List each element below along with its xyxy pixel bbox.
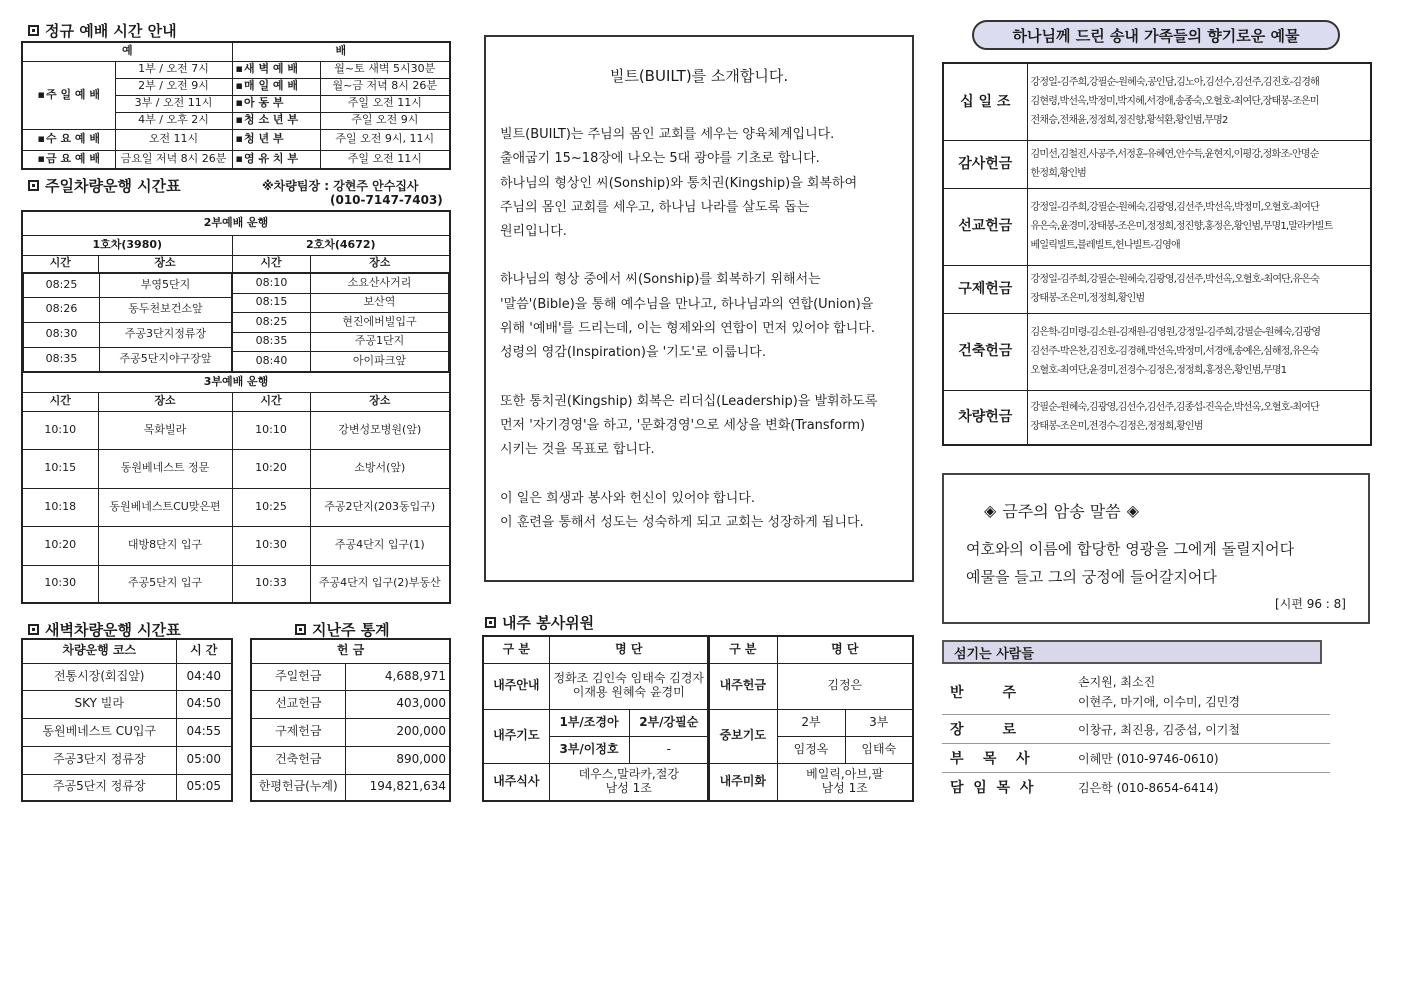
col-time: 시간 bbox=[232, 392, 310, 411]
dawn-col-course: 차량운행 코스 bbox=[22, 639, 176, 663]
car1-place: 동두천보건소앞 bbox=[100, 297, 232, 322]
col-div: 구 분 bbox=[483, 636, 549, 663]
sunday-label: ▪ 주 일 예 배 bbox=[22, 61, 115, 129]
staff-list bbox=[942, 670, 1330, 801]
built-paragraph bbox=[500, 487, 906, 536]
built-paragraph bbox=[500, 268, 906, 365]
dawn-time: 05:00 bbox=[176, 746, 232, 774]
offering-label: 구제헌금 bbox=[943, 265, 1027, 313]
offerings-table bbox=[942, 62, 1372, 446]
clean-label: 내주미화 bbox=[708, 763, 777, 801]
staff-row bbox=[942, 715, 1330, 744]
staff-row bbox=[942, 670, 1330, 715]
s3-place: 주공5단지 입구 bbox=[98, 565, 232, 603]
service3-title: 3부예배 운행 bbox=[22, 372, 450, 392]
stats-label: 한평헌금(누계) bbox=[251, 774, 345, 801]
meal-label: 내주식사 bbox=[483, 763, 549, 801]
car2-time: 08:35 bbox=[233, 332, 311, 351]
dawn-title-wrap bbox=[28, 619, 181, 640]
built-box bbox=[484, 35, 914, 582]
sunday-time: 1부 / 오전 7시 bbox=[115, 61, 232, 78]
s3-place: 강변성모병원(앞) bbox=[310, 411, 450, 449]
fri-time: 금요일 저녁 8시 26분 bbox=[115, 150, 232, 169]
dawn-table bbox=[21, 638, 233, 802]
service-label: ▪ 새 벽 예 배 bbox=[232, 61, 320, 78]
diamond-icon: ◈ bbox=[984, 501, 997, 520]
memory-line: 예물을 들고 그의 궁정에 들어갈지어다 bbox=[966, 568, 1217, 586]
staff-names: 이창규, 최진용, 김중섭, 이기철 bbox=[1078, 722, 1240, 737]
meal-names: 데우스,말라카,절강 남성 1조 bbox=[549, 763, 709, 801]
stats-value: 890,000 bbox=[345, 746, 450, 774]
stats-label: 주일헌금 bbox=[251, 663, 345, 690]
interc-h2: 2부 bbox=[777, 709, 845, 736]
s3-time: 10:33 bbox=[232, 565, 310, 603]
memory-line: 여호와의 이름에 합당한 영광을 그에게 돌릴지어다 bbox=[966, 540, 1295, 558]
car2-place: 현진에버빌입구 bbox=[311, 312, 449, 332]
stats-title-wrap bbox=[295, 619, 390, 640]
staff-label: 반 주 bbox=[950, 685, 1017, 701]
stats-value: 194,821,634 bbox=[345, 774, 450, 801]
offering-names: 강정일-김주희,강필순-원혜숙,공인담,김노아,김선수,김선주,김진호-김경해 김현령,박선옥,박정미,박지혜,서경애,송종숙,오혈호-최여단,장태봉-조은미 전채승,전채윤,정정희,정진향,황석환,황인범,무명2 bbox=[1027, 63, 1371, 140]
service-left-table bbox=[482, 635, 710, 802]
service-time: 주일 오전 9시 bbox=[320, 112, 450, 129]
guide-label: 내주안내 bbox=[483, 663, 549, 709]
col-place: 장소 bbox=[310, 392, 450, 411]
dawn-title: 새벽차량운행 시간표 bbox=[45, 621, 181, 639]
service-label: ▪ 청 소 년 부 bbox=[232, 112, 320, 129]
s3-time: 10:20 bbox=[232, 449, 310, 488]
stats-header: 헌 금 bbox=[251, 639, 450, 663]
car1-time: 08:26 bbox=[24, 297, 100, 322]
prayer-2: 2부/강필순 bbox=[629, 709, 709, 736]
col-place: 장소 bbox=[98, 392, 232, 411]
memory-title: 금주의 암송 말씀 bbox=[1002, 502, 1121, 521]
fri-label: ▪ 금 요 예 배 bbox=[22, 150, 115, 169]
service-label: ▪ 아 동 부 bbox=[232, 95, 320, 112]
worship-table bbox=[21, 41, 451, 170]
offering-label: 건축헌금 bbox=[943, 313, 1027, 390]
car1-time: 08:35 bbox=[24, 347, 100, 371]
car1-table bbox=[23, 273, 232, 372]
interc-h3: 3부 bbox=[845, 709, 913, 736]
offering-names: 강정일-김주희,강필순-원혜숙,김광영,김선주,박선옥,오혈호-최여단,유은숙 장태봉-조은미,정정희,황인범 bbox=[1027, 265, 1371, 313]
staff-label: 담 임 목 사 bbox=[950, 780, 1034, 796]
square-bullet-icon bbox=[295, 624, 306, 635]
car2-time: 08:10 bbox=[233, 273, 311, 293]
offering-label: 감사헌금 bbox=[943, 140, 1027, 188]
stats-label: 선교헌금 bbox=[251, 690, 345, 718]
s3-place: 동원베네스트 정문 bbox=[98, 449, 232, 488]
service-time: 주일 오전 9시, 11시 bbox=[320, 129, 450, 150]
service2-title: 2부예배 운행 bbox=[22, 211, 450, 235]
offerings-title: 하나님께 드린 송내 가족들의 향기로운 예물 bbox=[972, 20, 1340, 50]
car2-place: 아이파크앞 bbox=[311, 351, 449, 371]
service-right-table bbox=[707, 635, 914, 802]
car1-place: 부영5단지 bbox=[100, 273, 232, 297]
guide-names: 정화조 김인숙 임태숙 김경자 이재용 원혜숙 윤경미 bbox=[549, 663, 709, 709]
built-line: 먼저 '자기경영'을 하고, '문화경영'으로 세상을 변화(Transform) bbox=[500, 417, 866, 433]
dawn-time: 05:05 bbox=[176, 774, 232, 801]
stats-title: 지난주 통계 bbox=[312, 621, 390, 639]
sunday-time: 3부 / 오전 11시 bbox=[115, 95, 232, 112]
car1-cell bbox=[22, 272, 232, 372]
built-line: 이 훈련을 통해서 성도는 성숙하게 되고 교회는 성장하게 됩니다. bbox=[500, 514, 864, 530]
stats-label: 건축헌금 bbox=[251, 746, 345, 774]
offering-label: 차량헌금 bbox=[943, 390, 1027, 445]
offering-name: 김정은 bbox=[777, 663, 913, 709]
s3-place: 주공4단지 입구(2)부동산 bbox=[310, 565, 450, 603]
interc-3: 임태숙 bbox=[845, 736, 913, 763]
s3-time: 10:25 bbox=[232, 488, 310, 526]
prayer-1: 1부/조경아 bbox=[549, 709, 629, 736]
clean-names: 베일릭,아브,팔 남성 1조 bbox=[777, 763, 913, 801]
dawn-col-time: 시 간 bbox=[176, 639, 232, 663]
built-title: 빌트(BUILT)를 소개합니다. bbox=[609, 67, 789, 85]
offering-label: 십 일 조 bbox=[943, 63, 1027, 140]
memory-verse bbox=[966, 535, 1294, 591]
offering-names: 강정일-김주희,강필순-원혜숙,김광영,김선주,박선옥,박정미,오혈호-최여단 유은숙,윤경미,장태봉-조은미,정정희,정진향,홍정은,황인범,무명1,말라카빌트 베일릭빌트,블레빌트,헌나빌트-김영애 bbox=[1027, 188, 1371, 265]
stats-value: 200,000 bbox=[345, 718, 450, 746]
worship-header-left: 예 bbox=[22, 42, 232, 61]
bus-manager-phone: (010-7147-7403) bbox=[330, 193, 443, 207]
s3-time: 10:30 bbox=[22, 565, 98, 603]
built-line: '말씀'(Bible)을 통해 예수님을 만나고, 하나님과의 연합(Union)을 bbox=[500, 296, 874, 312]
service-label: ▪ 영 유 치 부 bbox=[232, 150, 320, 169]
staff-names: 김은학 (010-8654-6414) bbox=[1078, 780, 1219, 795]
staff-names: 이혜만 (010-9746-0610) bbox=[1078, 751, 1219, 766]
car2-place: 소요산사거리 bbox=[311, 273, 449, 293]
offering-names: 김미선,김철진,사공주,서정훈-유혜연,안수득,윤현지,이평강,정화조-안명순 한정희,황인범 bbox=[1027, 140, 1371, 188]
square-bullet-icon bbox=[28, 624, 39, 635]
built-line: 하나님의 형상인 씨(Sonship)와 통치권(Kingship)을 회복하여 bbox=[500, 175, 858, 191]
prayer-3: 3부/이정호 bbox=[549, 736, 629, 763]
memory-box bbox=[942, 473, 1370, 624]
s3-time: 10:30 bbox=[232, 526, 310, 565]
car1-place: 주공3단지정류장 bbox=[100, 322, 232, 347]
offering-label: 내주헌금 bbox=[708, 663, 777, 709]
offering-names: 김은학-김미령-김소원-김재원-김영원,강정일-김주희,강필순-원혜숙,김광영 김선주-박은찬,김진호-김경해,박선옥,박정미,서경애,송예은,심해정,유은숙 오혈호-최여단,윤경미,전경수-김정은,정정희,홍정은,황인범,무명1 bbox=[1027, 313, 1371, 390]
dawn-time: 04:50 bbox=[176, 690, 232, 718]
built-line: 성령의 영감(Inspiration)을 '기도'로 이룹니다. bbox=[500, 345, 766, 361]
wed-label: ▪ 수 요 예 배 bbox=[22, 129, 115, 150]
car2-time: 08:15 bbox=[233, 293, 311, 312]
car2-cell bbox=[232, 272, 450, 372]
bus-table bbox=[21, 210, 451, 604]
dawn-course: 주공3단지 정류장 bbox=[22, 746, 176, 774]
bus-title-wrap bbox=[28, 175, 181, 196]
car1-label: 1호차(3980) bbox=[22, 235, 232, 255]
built-line: 원리입니다. bbox=[500, 224, 567, 240]
s3-time: 10:10 bbox=[22, 411, 98, 449]
built-paragraph bbox=[500, 123, 906, 244]
built-paragraph bbox=[500, 390, 906, 463]
service-label: ▪ 매 일 예 배 bbox=[232, 78, 320, 95]
interc-2: 임정옥 bbox=[777, 736, 845, 763]
built-line: 하나님의 형상 중에서 씨(Sonship)를 회복하기 위해서는 bbox=[500, 272, 821, 288]
bus-manager: ※차량팀장 : 강현주 안수집사 bbox=[262, 179, 419, 193]
staff-label: 부 목 사 bbox=[950, 751, 1030, 767]
car2-time: 08:25 bbox=[233, 312, 311, 332]
worship-title: 정규 예배 시간 안내 bbox=[45, 22, 177, 40]
col-names: 명 단 bbox=[777, 636, 913, 663]
car2-table bbox=[232, 273, 449, 372]
s3-place: 소방서(앞) bbox=[310, 449, 450, 488]
square-bullet-icon bbox=[485, 617, 496, 628]
col-time: 시간 bbox=[232, 255, 310, 272]
stats-value: 403,000 bbox=[345, 690, 450, 718]
memory-ref: [시편 96 : 8] bbox=[1275, 597, 1346, 611]
col-div: 구 분 bbox=[708, 636, 777, 663]
square-bullet-icon bbox=[28, 25, 39, 36]
built-line: 이 일은 희생과 봉사와 헌신이 있어야 합니다. bbox=[500, 490, 755, 506]
s3-place: 동원베네스트CU맞은편 bbox=[98, 488, 232, 526]
s3-time: 10:15 bbox=[22, 449, 98, 488]
sunday-time: 2부 / 오전 9시 bbox=[115, 78, 232, 95]
stats-table bbox=[250, 638, 451, 802]
stats-value: 4,688,971 bbox=[345, 663, 450, 690]
wed-time: 오전 11시 bbox=[115, 129, 232, 150]
staff-row bbox=[942, 773, 1330, 801]
s3-time: 10:10 bbox=[232, 411, 310, 449]
s3-place: 대방8단지 입구 bbox=[98, 526, 232, 565]
service-time: 주일 오전 11시 bbox=[320, 95, 450, 112]
built-body bbox=[500, 123, 906, 535]
car2-place: 보산역 bbox=[311, 293, 449, 312]
car1-place: 주공5단지야구장앞 bbox=[100, 347, 232, 371]
s3-time: 10:18 bbox=[22, 488, 98, 526]
interc-label: 중보기도 bbox=[708, 709, 777, 763]
built-line: 또한 통치권(Kingship) 회복은 리더십(Leadership)을 발휘하도록 bbox=[500, 393, 878, 409]
dawn-time: 04:55 bbox=[176, 718, 232, 746]
col-time: 시간 bbox=[22, 392, 98, 411]
service-time: 월~금 저녁 8시 26분 bbox=[320, 78, 450, 95]
memory-title-wrap bbox=[984, 499, 1139, 522]
service-label: ▪ 청 년 부 bbox=[232, 129, 320, 150]
service-title: 내주 봉사위원 bbox=[502, 614, 595, 632]
built-line: 출애굽기 15~18장에 나오는 5대 광야를 기초로 합니다. bbox=[500, 151, 820, 167]
built-line: 주님의 몸인 교회를 세우고, 하나님 나라를 살도록 돕는 bbox=[500, 199, 810, 215]
s3-place: 주공2단지(203동입구) bbox=[310, 488, 450, 526]
square-bullet-icon bbox=[28, 180, 39, 191]
car1-time: 08:25 bbox=[24, 273, 100, 297]
car2-time: 08:40 bbox=[233, 351, 311, 371]
offering-label: 선교헌금 bbox=[943, 188, 1027, 265]
built-line: 빌트(BUILT)는 주님의 몸인 교회를 세우는 양육체계입니다. bbox=[500, 127, 835, 142]
dawn-course: SKY 빌라 bbox=[22, 690, 176, 718]
prayer-label: 내주기도 bbox=[483, 709, 549, 763]
s3-time: 10:20 bbox=[22, 526, 98, 565]
col-place: 장소 bbox=[310, 255, 450, 272]
staff-title: 섬기는 사람들 bbox=[942, 640, 1322, 664]
car1-time: 08:30 bbox=[24, 322, 100, 347]
car2-label: 2호차(4672) bbox=[232, 235, 450, 255]
col-place: 장소 bbox=[98, 255, 232, 272]
col-names: 명 단 bbox=[549, 636, 709, 663]
car2-place: 주공1단지 bbox=[311, 332, 449, 351]
dawn-course: 동원베네스트 CU입구 bbox=[22, 718, 176, 746]
dawn-time: 04:40 bbox=[176, 663, 232, 690]
staff-label: 장 로 bbox=[950, 722, 1017, 738]
sunday-time: 4부 / 오후 2시 bbox=[115, 112, 232, 129]
bus-title: 주일차량운행 시간표 bbox=[45, 177, 181, 195]
diamond-icon: ◈ bbox=[1126, 501, 1139, 520]
built-line: 시키는 것을 목표로 합니다. bbox=[500, 442, 655, 458]
service-time: 주일 오전 11시 bbox=[320, 150, 450, 169]
s3-place: 주공4단지 입구(1) bbox=[310, 526, 450, 565]
s3-place: 목화빌라 bbox=[98, 411, 232, 449]
offering-names: 강필순-원혜숙,김광영,김선수,김선주,김종섭-진옥순,박선옥,오혈호-최여단 장태봉-조은미,전경수-김정은,정정희,황인범 bbox=[1027, 390, 1371, 445]
dawn-course: 전통시장(회집앞) bbox=[22, 663, 176, 690]
prayer-4: - bbox=[629, 736, 709, 763]
worship-title-wrap bbox=[28, 20, 177, 41]
col-time: 시간 bbox=[22, 255, 98, 272]
worship-header-right: 배 bbox=[232, 42, 450, 61]
service-title-wrap bbox=[485, 612, 594, 633]
staff-names: 손지원, 최소진 이현주, 마기애, 이수미, 김민경 bbox=[1078, 675, 1240, 709]
stats-label: 구제헌금 bbox=[251, 718, 345, 746]
built-line: 위해 '예배'를 드리는데, 이는 형제와의 연합이 먼저 있어야 합니다. bbox=[500, 321, 875, 337]
dawn-course: 주공5단지 정류장 bbox=[22, 774, 176, 801]
service-time: 월~토 새벽 5시30분 bbox=[320, 61, 450, 78]
staff-row bbox=[942, 744, 1330, 773]
